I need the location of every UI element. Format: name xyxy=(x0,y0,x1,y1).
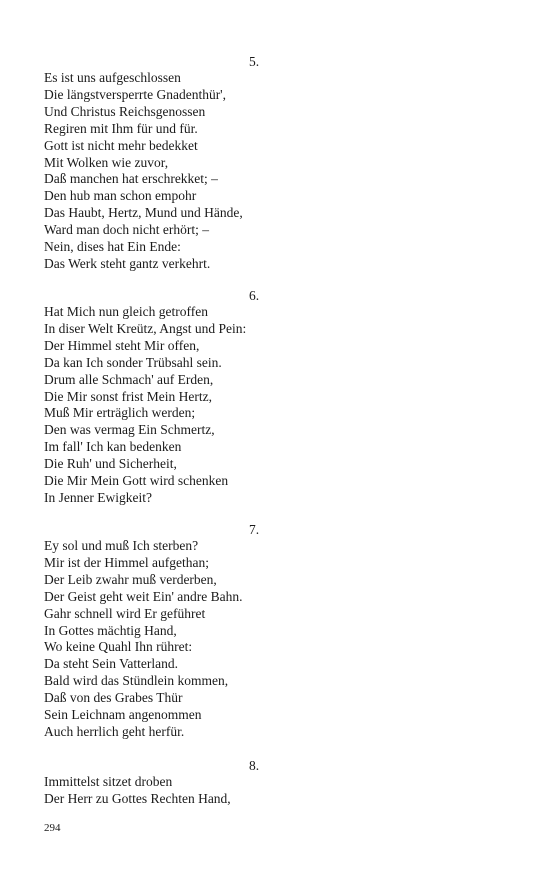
verse-line: Der Leib zwahr muß verderben, xyxy=(44,571,217,587)
verse-line: Da kan Ich sonder Trübsahl sein. xyxy=(44,354,222,370)
verse-line: Daß von des Grabes Thür xyxy=(44,690,183,706)
verse-line: Wo keine Quahl Ihn rühret: xyxy=(44,639,193,655)
stanza-lines xyxy=(44,304,246,507)
verse-line: In Jenner Ewigkeit? xyxy=(44,489,152,505)
verse-line: Drum alle Schmach' auf Erden, xyxy=(44,371,214,387)
verse-line: Der Herr zu Gottes Rechten Hand, xyxy=(44,790,231,806)
verse-line: Der Geist geht weit Ein' andre Bahn. xyxy=(44,588,243,604)
stanza-number: 5. xyxy=(249,54,260,69)
verse-line: Sein Leichnam angenommen xyxy=(44,707,202,723)
verse-line: Den was vermag Ein Schmertz, xyxy=(44,422,215,438)
verse-line: Die Mir sonst frist Mein Hertz, xyxy=(44,388,212,404)
stanza-lines xyxy=(44,70,243,273)
verse-line: Hat Mich nun gleich getroffen xyxy=(44,304,208,319)
verse-line: Gott ist nicht mehr bedekket xyxy=(44,137,198,153)
verse-line: Muß Mir erträglich werden; xyxy=(44,405,196,421)
verse-line: Es ist uns aufgeschlossen xyxy=(44,70,181,85)
stanza-lines xyxy=(44,538,243,741)
verse-line: Immittelst sitzet droben xyxy=(44,774,173,789)
verse-line: Regiren mit Ihm für und für. xyxy=(44,120,198,136)
stanza-lines xyxy=(44,774,231,808)
verse-line: In diser Welt Kreütz, Angst und Pein: xyxy=(44,320,247,336)
verse-line: Auch herrlich geht herfür. xyxy=(44,723,185,739)
verse-line: Mir ist der Himmel aufgethan; xyxy=(44,554,209,570)
page-number: 294 xyxy=(44,822,61,834)
verse-line: Die Mir Mein Gott wird schenken xyxy=(44,473,229,489)
verse-line: Das Werk steht gantz verkehrt. xyxy=(44,255,211,271)
stanza-number: 8. xyxy=(249,758,260,773)
verse-line: Der Himmel steht Mir offen, xyxy=(44,337,200,353)
verse-line: Mit Wolken wie zuvor, xyxy=(44,154,169,170)
verse-line: In Gottes mächtig Hand, xyxy=(44,622,177,638)
stanza-number: 6. xyxy=(249,288,260,303)
verse-line: Bald wird das Stündlein kommen, xyxy=(44,673,229,689)
verse-line: Gahr schnell wird Er geführet xyxy=(44,605,206,621)
verse-line: Die Ruh' und Sicherheit, xyxy=(44,456,177,472)
verse-line: Ward man doch nicht erhört; – xyxy=(44,222,209,238)
stanza-number: 7. xyxy=(249,522,260,537)
verse-line: Den hub man schon empohr xyxy=(44,188,197,204)
verse-line: Im fall' Ich kan bedenken xyxy=(44,439,182,455)
verse-line: Ey sol und muß Ich sterben? xyxy=(44,538,199,553)
verse-line: Daß manchen hat erschrekket; – xyxy=(44,171,218,187)
verse-line: Und Christus Reichsgenossen xyxy=(44,103,206,119)
verse-line: Das Haubt, Hertz, Mund und Hände, xyxy=(44,205,243,221)
verse-line: Die längstversperrte Gnadenthür', xyxy=(44,86,226,102)
verse-line: Nein, dises hat Ein Ende: xyxy=(44,239,181,255)
verse-line: Da steht Sein Vatterland. xyxy=(44,656,178,672)
